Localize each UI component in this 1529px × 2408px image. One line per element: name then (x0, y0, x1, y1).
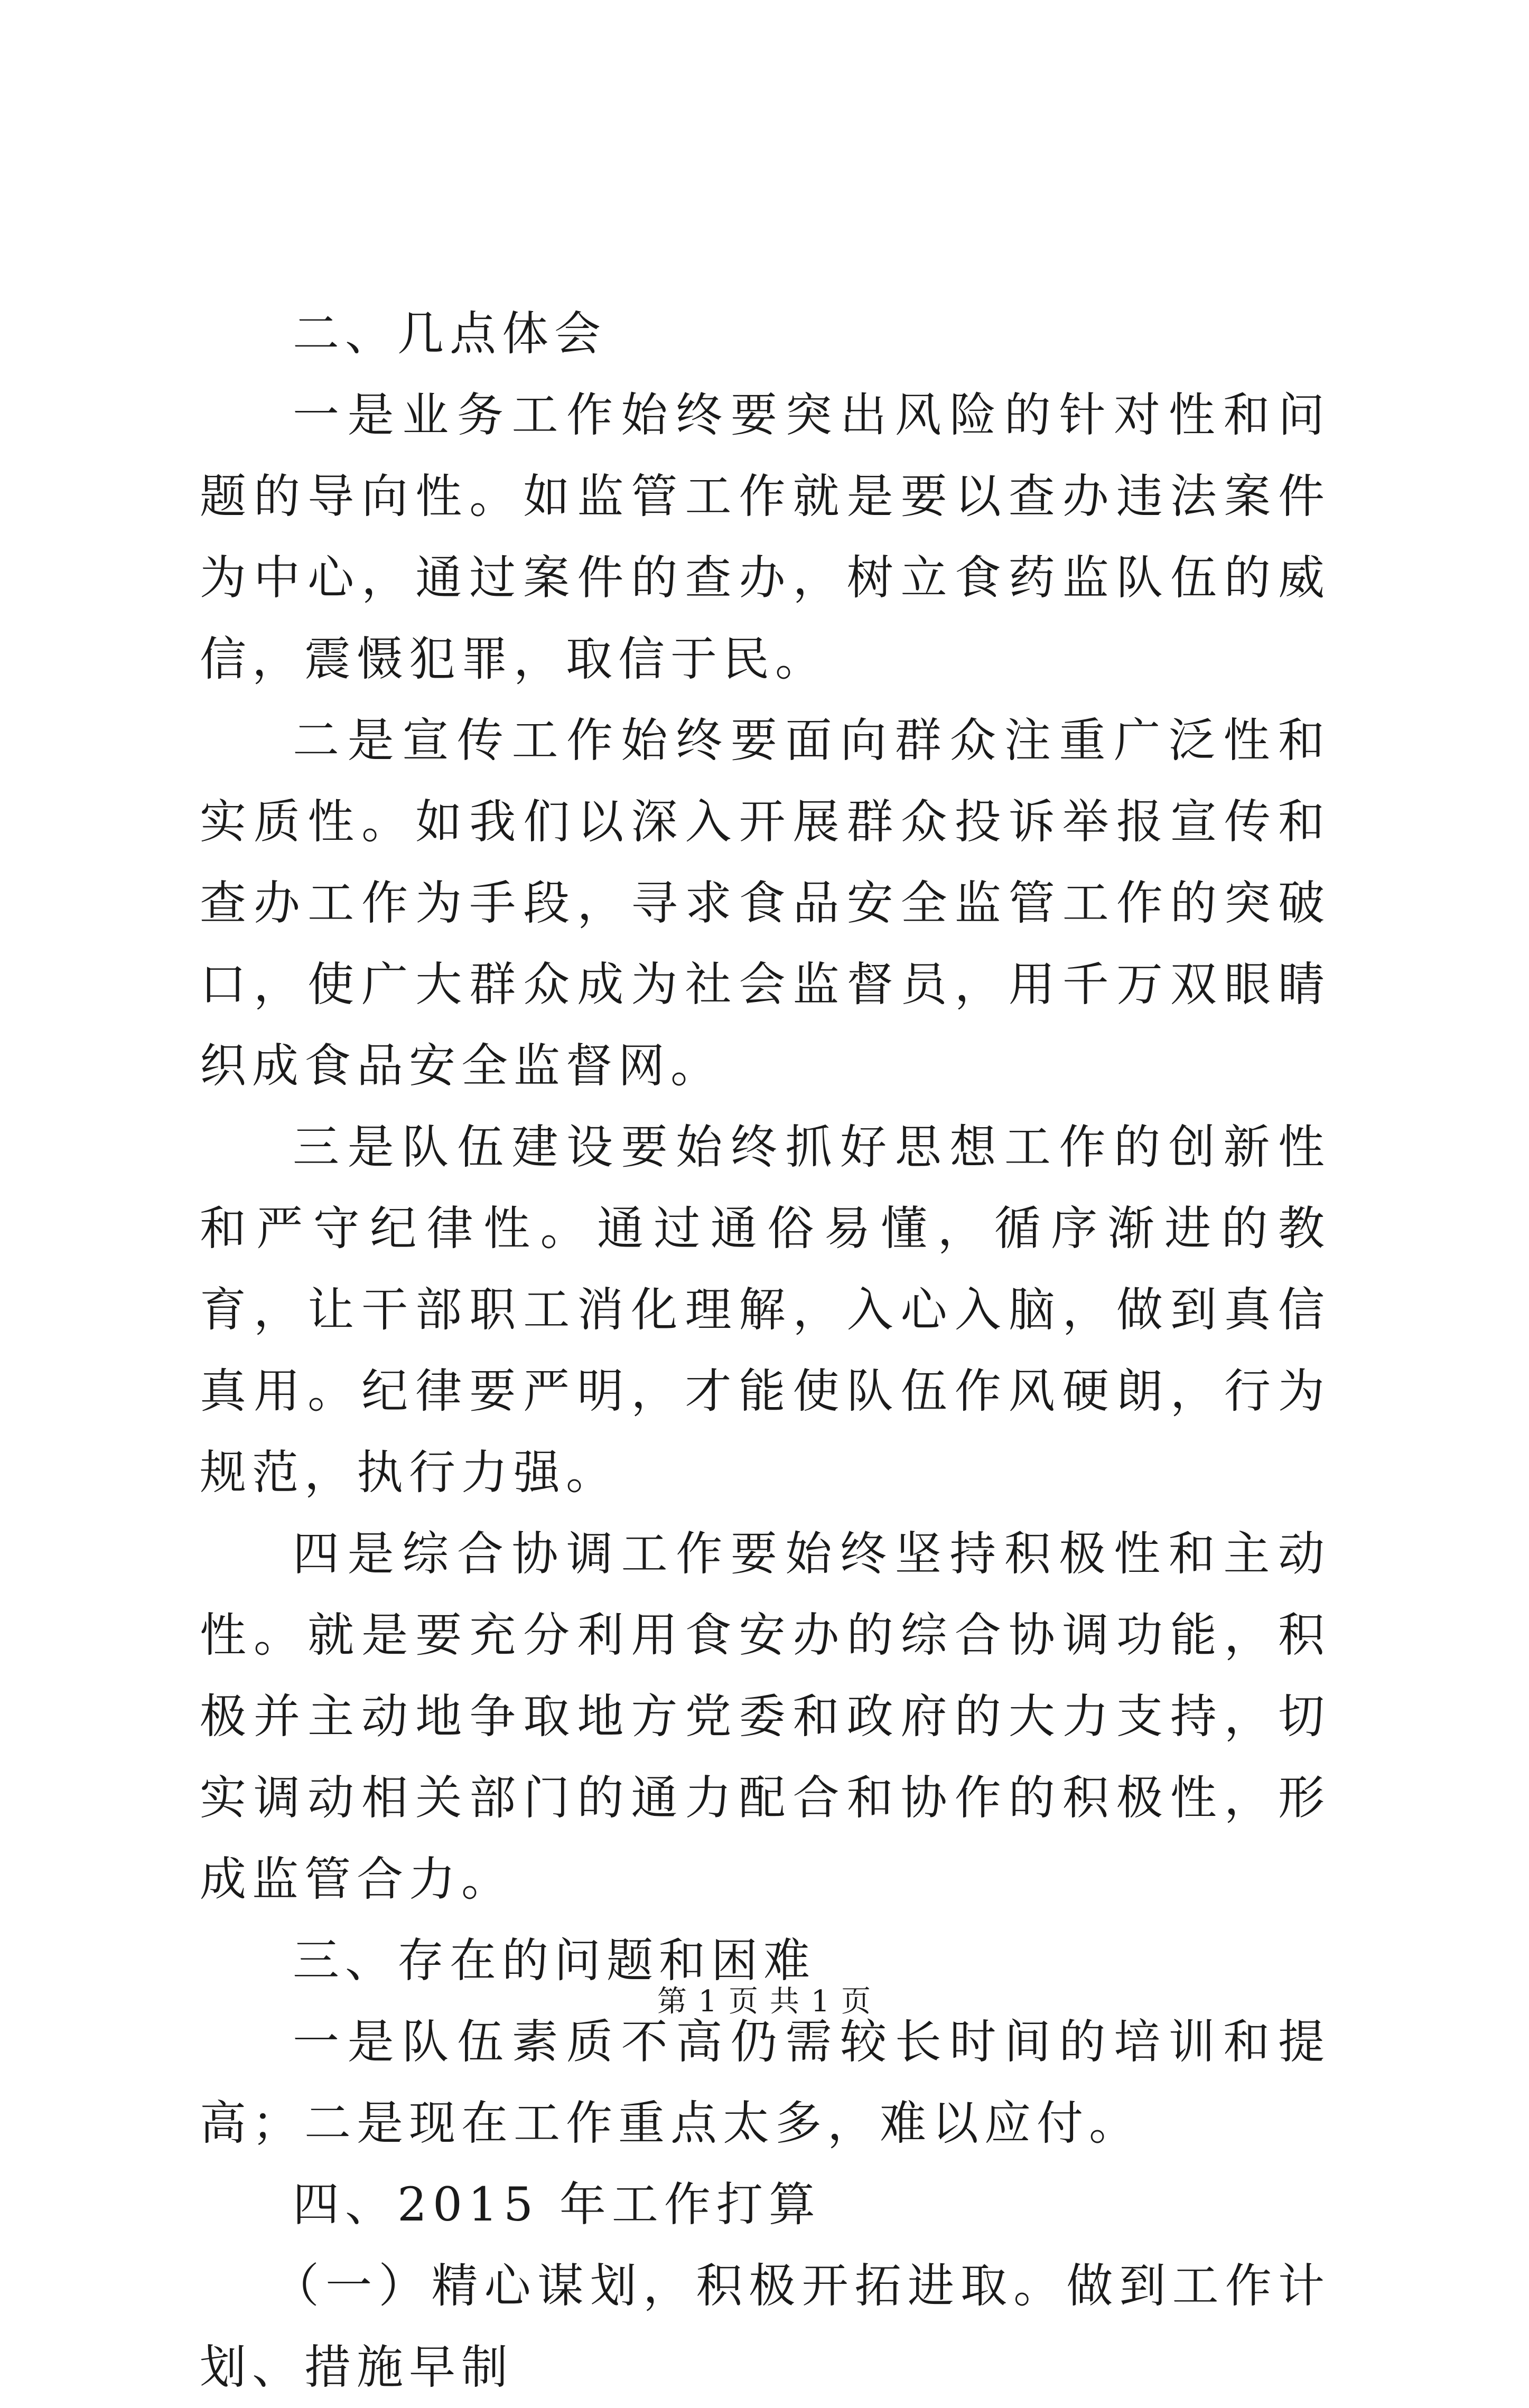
paragraph-problems: 一是队伍素质不高仍需较长时间的培训和提高；二是现在工作重点太多，难以应付。 (200, 2015, 1330, 2150)
section-heading-experience: 二、几点体会 (293, 306, 607, 361)
paragraph-publicity-work: 二是宣传工作始终要面向群众注重广泛性和实质性。如我们以深入开展群众投诉举报宣传和查办工作为手段，寻求食品安全监管工作的突破口，使广大群众成为社会监督员，用千万双眼睛织成食品安全监督网。 (200, 713, 1330, 1093)
document-body (200, 293, 1330, 2408)
paragraph-plan-item-1: （一）精心谋划，积极开拓进取。做到工作计划、措施早制 (200, 2259, 1330, 2394)
paragraph-coordination: 四是综合协调工作要始终坚持积极性和主动性。就是要充分利用食安办的综合协调功能，积极并主动地争取地方党委和政府的大力支持，切实调动相关部门的通力配合和协作的积极性，形成监管合力。 (200, 1526, 1330, 1906)
page-number-footer: 第 1 页 共 1 页 (657, 1984, 872, 2019)
paragraph-team-building: 三是队伍建设要始终抓好思想工作的创新性和严守纪律性。通过通俗易懂，循序渐进的教育，让干部职工消化理解，入心入脑，做到真信真用。纪律要严明，才能使队伍作风硬朗，行为规范，执行力强。 (200, 1120, 1330, 1500)
section-heading-problems: 三、存在的问题和困难 (293, 1933, 816, 1988)
section-heading-plan: 四、2015 年工作打算 (293, 2177, 821, 2232)
paragraph-business-work: 一是业务工作始终要突出风险的针对性和问题的导向性。如监管工作就是要以查办违法案件为中心，通过案件的查办，树立食药监队伍的威信，震慑犯罪，取信于民。 (200, 388, 1330, 686)
